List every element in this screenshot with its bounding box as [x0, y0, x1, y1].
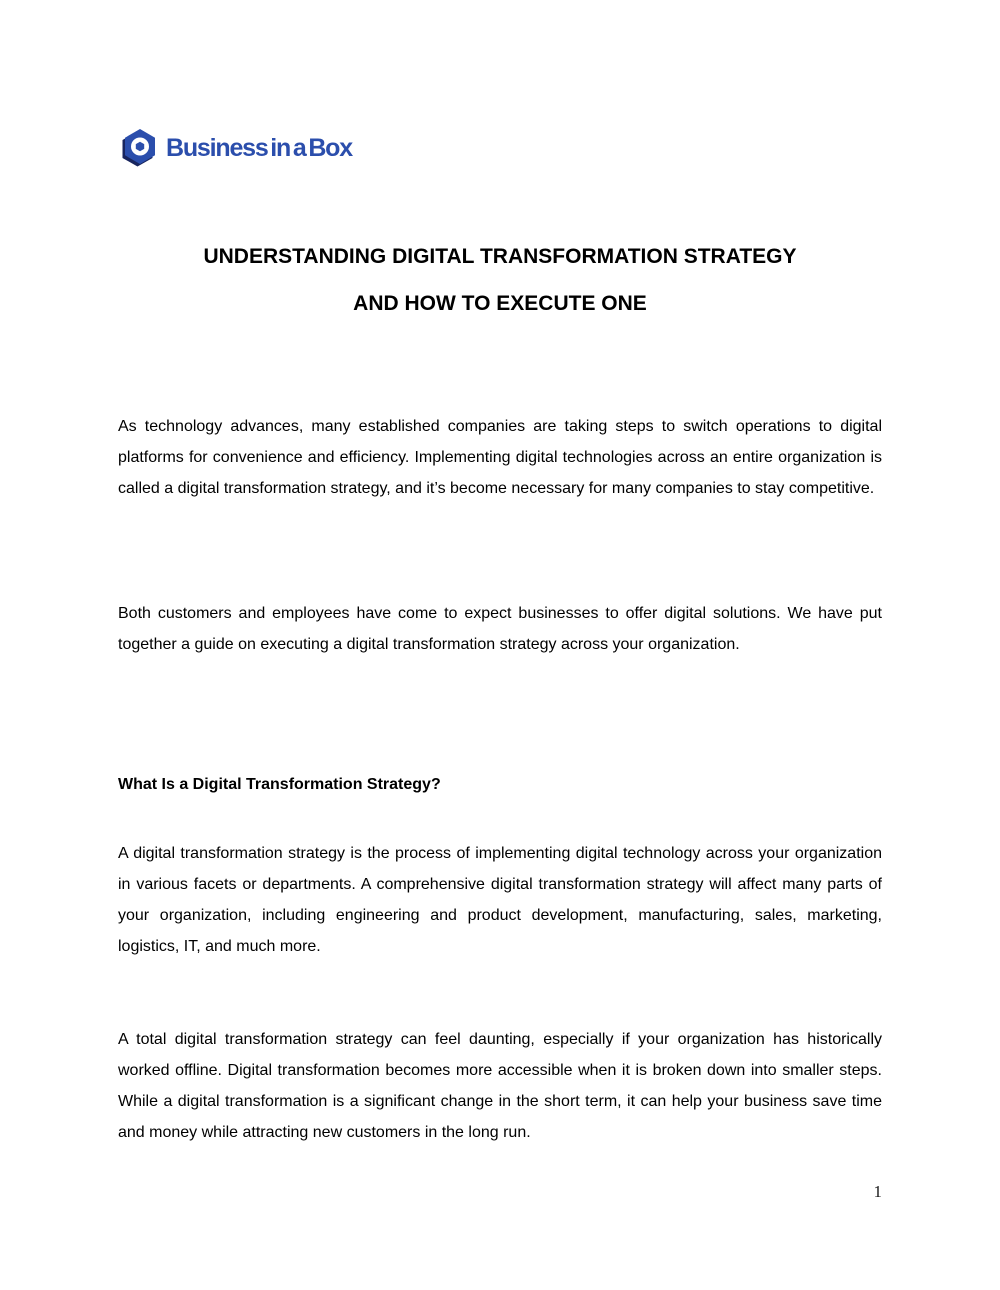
section-paragraph-2: A total digital transformation strategy can feel daunting, especially if your organization has historically worked offline. Digital transformation becomes more accessible when it is broken down into smaller steps. While a digital transformation is a significant change in the short term, it can help your business save time and money while attracting new customers in the long run. — [118, 1031, 882, 1141]
section-heading: What Is a Digital Transformation Strategy? — [118, 776, 441, 793]
logo-text: Business in a Box — [166, 134, 352, 162]
section-paragraph-1: A digital transformation strategy is the process of implementing digital technology across your organization in various facets or departments. A comprehensive digital transformation strategy will affect many parts of your organization, including engineering and product development, manufacturing, sales, marketing, logistics, IT, and much more. — [118, 845, 882, 955]
title-line-2: AND HOW TO EXECUTE ONE — [353, 292, 647, 315]
title-line-1: UNDERSTANDING DIGITAL TRANSFORMATION STRATEGY — [203, 245, 797, 268]
page-number: 1 — [873, 1182, 882, 1201]
intro-paragraph-2: Both customers and employees have come to expect businesses to offer digital solutions. We have put together a guide on executing a digital transformation strategy across your organization. — [118, 605, 882, 653]
hexagon-logo-icon — [121, 128, 159, 168]
intro-paragraph-1: As technology advances, many established companies are taking steps to switch operations to digital platforms for convenience and efficiency. Implementing digital technologies across an entire organization is called a digital transformation strategy, and it’s become necessary for many companies to stay competitive. — [118, 418, 882, 497]
business-in-a-box-logo — [121, 128, 352, 168]
document-title — [118, 233, 882, 327]
